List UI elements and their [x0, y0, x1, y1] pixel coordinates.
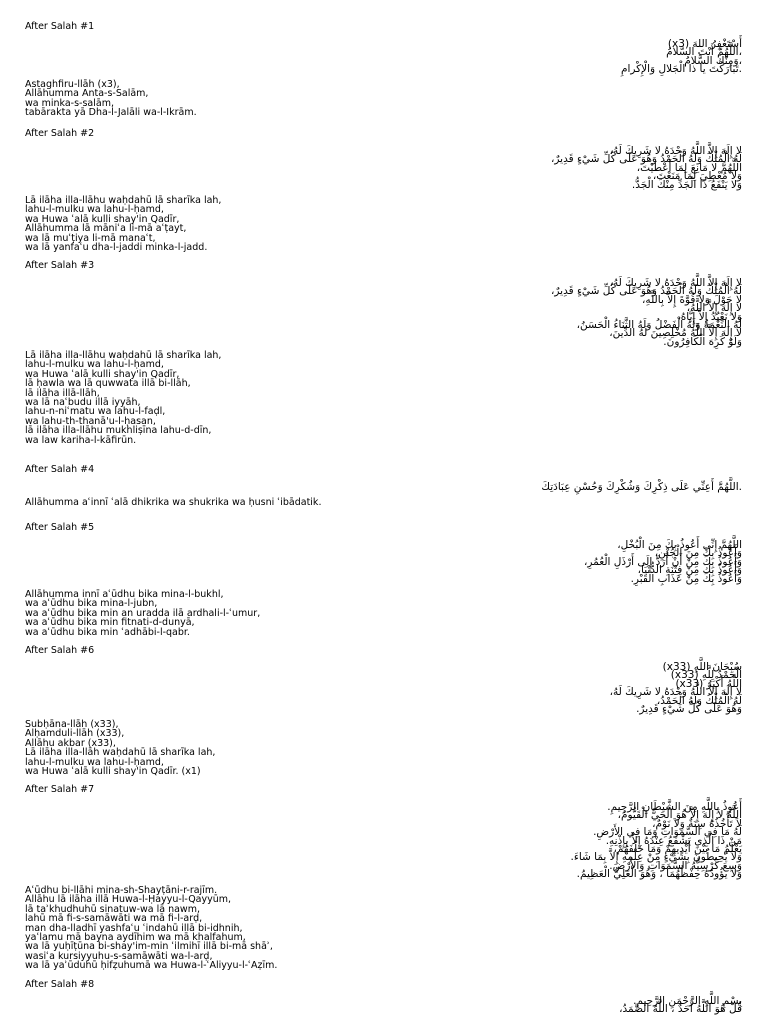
- transliteration-line: lā ilāha illa-llāhu mukhliṣīna lahu-d-dīn,: [25, 425, 212, 437]
- arabic-line: وَأَعُوذُ بِكَ مِنْ أَنْ أُرَدَّ إِلَى أَرْذَلِ الْعُمُرِ،: [584, 555, 742, 568]
- transliteration-block: [25, 720, 215, 776]
- section-heading: After Salah #5: [25, 522, 95, 533]
- transliteration-line: Lā ilāha illa-llāh waḥdahū lā sharīka lah,: [25, 747, 216, 759]
- arabic-line: بِسْمِ اللَّهِ الرَّحْمَنِ الرَّحِيمِ.: [633, 995, 742, 1007]
- transliteration-line: wa aʿūdhu bika min an uradda ilā ardhali-l-ʿumur,: [25, 607, 261, 619]
- transliteration-line: lā taʾkhudhuhū sinatuw-wa lā nawm,: [25, 903, 200, 915]
- section-heading: After Salah #7: [25, 784, 95, 795]
- transliteration-line: wa lā muʿṭiya li-mā manaʿt,: [25, 232, 156, 244]
- arabic-line: وَهُوَ عَلَى كُلِّ شَيْءٍ قَدِيرٌ.: [636, 703, 742, 716]
- arabic-line: .تَبارَكْتَ يا ذا الْجَلالِ وَالْإِكْرامِ: [620, 63, 742, 76]
- arabic-line: قُلْ هُوَ اللَّهُ أَحَدٌ ، اللَّهُ الصَّمَدُ،: [619, 1003, 742, 1016]
- transliteration-line: lahu-l-mulku wa lahu-l-ḥamd,: [25, 204, 164, 216]
- transliteration-line: Lā ilāha illa-llāhu waḥdahū lā sharīka lah,: [25, 350, 222, 361]
- arabic-line: أَعُوذُ بِاللَّهِ مِنَ الشَّيْطَانِ الرَّجِيمِ.: [607, 801, 742, 813]
- transliteration-line: Aʿūdhu bi-llāhi mina-sh-Shayṭāni-r-rajīm.: [25, 885, 218, 896]
- arabic-line: وَلا مُعْطِيَ لِمَا مَنَعْتَ،: [652, 170, 742, 183]
- transliteration-line: lahū mā fi-s-samāwāti wa mā fi-l-arḍ,: [25, 913, 203, 925]
- transliteration-line: wa lahu-th-thanā'u-l-ḥasan,: [25, 415, 156, 427]
- arabic-line: وَلاَ يَؤُودُهُ حِفْظُهُمَا ، وَهُوَ الْعَلِيُّ الْعَظِيمُ.: [576, 868, 742, 881]
- arabic-line: ،اللَّهُمَّ أَنْتَ السَّلامُ: [666, 46, 742, 59]
- transliteration-line: wa aʿūdhu bika min ʿadhābi-l-qabr.: [25, 626, 190, 638]
- arabic-line: أَسْتَغْفِرُ اللهَ (x3): [667, 38, 742, 50]
- transliteration-line: Subḥāna-llāh (x33),: [25, 719, 119, 730]
- transliteration-line: Allāhumma innī aʿūdhu bika mina-l-bukhl,: [25, 589, 224, 600]
- arabic-text-block: [584, 541, 742, 583]
- transliteration-line: Allāhumma Anta-s-Salām,: [25, 88, 149, 100]
- transliteration-block: [25, 886, 277, 971]
- transliteration-line: tabārakta yā Dha-l-Jalāli wa-l-Ikrām.: [25, 107, 197, 119]
- arabic-line: لا إِلَهَ إِلاَّ اللَّهُ مُخْلِصِينَ لَهُ الدِّينَ،: [609, 327, 742, 340]
- transliteration-line: Allāhu akbar (x33),: [25, 737, 116, 749]
- section-heading: After Salah #8: [25, 979, 95, 990]
- transliteration-line: wa law kariha-l-kāfirūn.: [25, 434, 137, 446]
- transliteration-block: [25, 590, 260, 637]
- arabic-line: يَعْلَمُ مَا بَيْنَ أَيْدِيهِمْ وَمَا خَلْفَهُمْ،: [613, 843, 742, 856]
- transliteration-line: Allāhumma aʿinnī ʿalā dhikrika wa shukrika wa ḥusni ʿibādatik.: [25, 497, 322, 508]
- arabic-line: اللَّهُ لاَ إِلَهَ إِلاَّ هُوَ الْحَيُّ الْقَيُّومُ،: [617, 809, 742, 822]
- transliteration-line: wa lā yuḥīṭūna bi-shay'im-min ʿilmihī illā bi-mā shāʾ,: [25, 941, 273, 953]
- transliteration-line: Astaghfiru-llāh (x3),: [25, 79, 120, 90]
- arabic-line: لا إِلَهَ إِلاَّ اللَّهُ،: [686, 302, 742, 315]
- transliteration-block: [25, 351, 221, 445]
- transliteration-line: lahu-n-niʿmatu wa lahu-l-faḍl,: [25, 406, 166, 418]
- arabic-line: الْحَمْدُ لِلَّهِ (x33): [670, 669, 742, 682]
- arabic-line: .اللَّهُمَّ أَعِنِّي عَلَى ذِكْرِكَ وَشُكْرِكَ وَحُسْنِ عِبَادَتِكَ: [541, 481, 742, 493]
- arabic-line: لَهُ الْمُلْكُ وَلَهُ الْحَمْدُ وَهُوَ عَلَى كُلِّ شَيْءٍ قَدِيرٌ،: [550, 285, 742, 298]
- arabic-line: وَأَعُوذُ بِكَ مِنَ الْجُبْنِ،: [654, 547, 742, 560]
- transliteration-line: wa Huwa ʿalā kulli shay'in Qadīr,: [25, 368, 180, 380]
- transliteration-line: wa lā naʿbudu illā iyyāh,: [25, 397, 141, 409]
- arabic-line: وَلا يَنْفَعُ ذَا الْجَدِّ مِنْكَ الْجَدُّ.: [631, 178, 742, 191]
- transliteration-line: wa minka-s-salām,: [25, 97, 114, 109]
- arabic-line: سُبْحَانَ اللَّهِ (x33): [662, 661, 742, 673]
- arabic-line: لا إِلَهَ إِلاَّ اللَّهُ وَحْدَهُ لا شَرِيكَ لَهُ،: [609, 145, 742, 157]
- section-heading: After Salah #4: [25, 464, 95, 475]
- arabic-line: اللَّهُمَّ إِنِّي أَعُوذُ بِكَ مِنَ الْبُخْلِ،: [617, 539, 742, 551]
- transliteration-line: lahu-l-mulku wa lahu-l-ḥamd,: [25, 359, 164, 371]
- transliteration-line: yaʿlamu mā bayna aydīhim wa mā khalfahum,: [25, 932, 246, 944]
- section-heading: After Salah #6: [25, 645, 95, 656]
- arabic-line: وَأَعُوذُ بِكَ مِنْ فِتْنَةِ الدُّنْيَا،: [637, 564, 742, 577]
- arabic-text-block: [609, 661, 742, 716]
- arabic-text-block: [621, 40, 742, 74]
- transliteration-block: [25, 80, 197, 118]
- transliteration-line: Allāhu lā ilāha illā Huwa-l-Ḥayyu-l-Qayyūm,: [25, 894, 232, 906]
- transliteration-line: wa lā yaʾūduhū ḥifẓuhumā wa Huwa-l-ʿAliyyu-l-ʿAẓīm.: [25, 960, 278, 972]
- arabic-line: وَأَعُوذُ بِكَ مِنْ عَذَابِ الْقَبْرِ.: [630, 572, 742, 585]
- arabic-line: لَهُ مَا فِي السَّمَوَاتِ وَمَا فِي الأَرْضِ.: [593, 826, 742, 839]
- section-heading: After Salah #3: [25, 260, 95, 271]
- arabic-line: لا إِلَهَ إِلاَّ اللَّهُ وَحْدَهُ لا شَرِيكَ لَهُ،: [609, 277, 742, 289]
- arabic-line: وَسِعَ كُرْسِيُّهُ السَّمَوَاتِ وَالأَرْضَ.: [609, 859, 742, 872]
- transliteration-line: man dha-lladhī yashfaʿu ʿindahū illā bi-idhnih,: [25, 922, 243, 934]
- transliteration-line: wasiʿa kursiyyuhu-s-samāwāti wa-l-arḍ,: [25, 950, 213, 962]
- arabic-text-block: [619, 997, 742, 1014]
- transliteration-line: wa aʿūdhu bika min fitnati-d-dunyā,: [25, 617, 195, 629]
- arabic-line: لا حَوْلَ وَلا قُوَّةَ إِلاَّ بِاللَّهِ،: [642, 293, 742, 306]
- section-heading: After Salah #1: [25, 21, 95, 32]
- transliteration-line: Allāhumma lā māniʿa li-mā aʿṭayt,: [25, 223, 187, 235]
- transliteration-line: wa Huwa ʿalā kulli shay'in Qadīr. (x1): [25, 766, 201, 778]
- arabic-text-block: [551, 279, 742, 346]
- arabic-text-block: [551, 147, 742, 189]
- arabic-line: ،وَمِنْكَ السَّلامُ: [684, 54, 742, 67]
- arabic-line: اللَّهُمَّ لا مَانِعَ لِمَا أَعْطَيْتَ،: [636, 161, 742, 174]
- transliteration-line: Lā ilāha illa-llāhu waḥdahū lā sharīka lah,: [25, 195, 222, 206]
- transliteration-line: wa aʿūdhu bika mina-l-jubn,: [25, 598, 158, 610]
- arabic-text-block: [571, 803, 742, 879]
- arabic-line: وَلا نَعْبُدُ إِلاَّ إِيَّاهُ،: [677, 310, 742, 323]
- transliteration-line: lahu-l-mulku wa lahu-l-ḥamd,: [25, 756, 164, 768]
- transliteration-block: [25, 498, 321, 507]
- arabic-line: لاَ تَأْخُذُهُ سِنَةٌ وَلاَ نَوْمٌ،: [652, 817, 742, 830]
- arabic-line: اللَّهُ أَكْبَرُ (x33): [675, 677, 742, 690]
- arabic-line: لَهُ الْمُلْكُ وَلَهُ الْحَمْدُ وَهُوَ عَلَى كُلِّ شَيْءٍ قَدِيرٌ،: [550, 153, 742, 166]
- arabic-line: وَلَوْ كَرِهَ الْكَافِرُونَ.: [663, 335, 742, 348]
- arabic-line: وَلاَ يُحِيطُونَ بِشَيْءٍ مِنْ عِلْمِهِ إِلاَّ بِمَا شَاءَ.: [570, 851, 742, 864]
- transliteration-block: [25, 196, 221, 252]
- arabic-line: لَهُ النِّعْمَةُ وَلَهُ الْفَضْلُ وَلَهُ الثَّنَاءُ الْحَسَنُ،: [576, 319, 742, 332]
- transliteration-line: Alḥamduli-llāh (x33),: [25, 728, 125, 740]
- arabic-line: لا إِلَهَ إِلاَّ اللَّهُ وَحْدَهُ لا شَرِيكَ لَهُ،: [609, 686, 742, 699]
- section-heading: After Salah #2: [25, 128, 95, 139]
- transliteration-line: wa Huwa ʿalā kulli shay'in Qadīr,: [25, 213, 180, 225]
- arabic-line: مَنْ ذَا الَّذِي يَشْفَعُ عِنْدَهُ إِلاَّ بِإِذْنِهِ.: [605, 834, 742, 847]
- arabic-text-block: [541, 483, 742, 491]
- transliteration-line: lā ilāha illā-llāh,: [25, 387, 100, 399]
- arabic-line: لَهُ الْمُلْكُ وَلَهُ الْحَمْدُ،: [656, 694, 742, 707]
- transliteration-line: lā ḥawla wa lā quwwata illā bi-llāh,: [25, 378, 191, 390]
- transliteration-line: wa lā yanfaʿu dha-l-jaddi minka-l-jadd.: [25, 242, 208, 254]
